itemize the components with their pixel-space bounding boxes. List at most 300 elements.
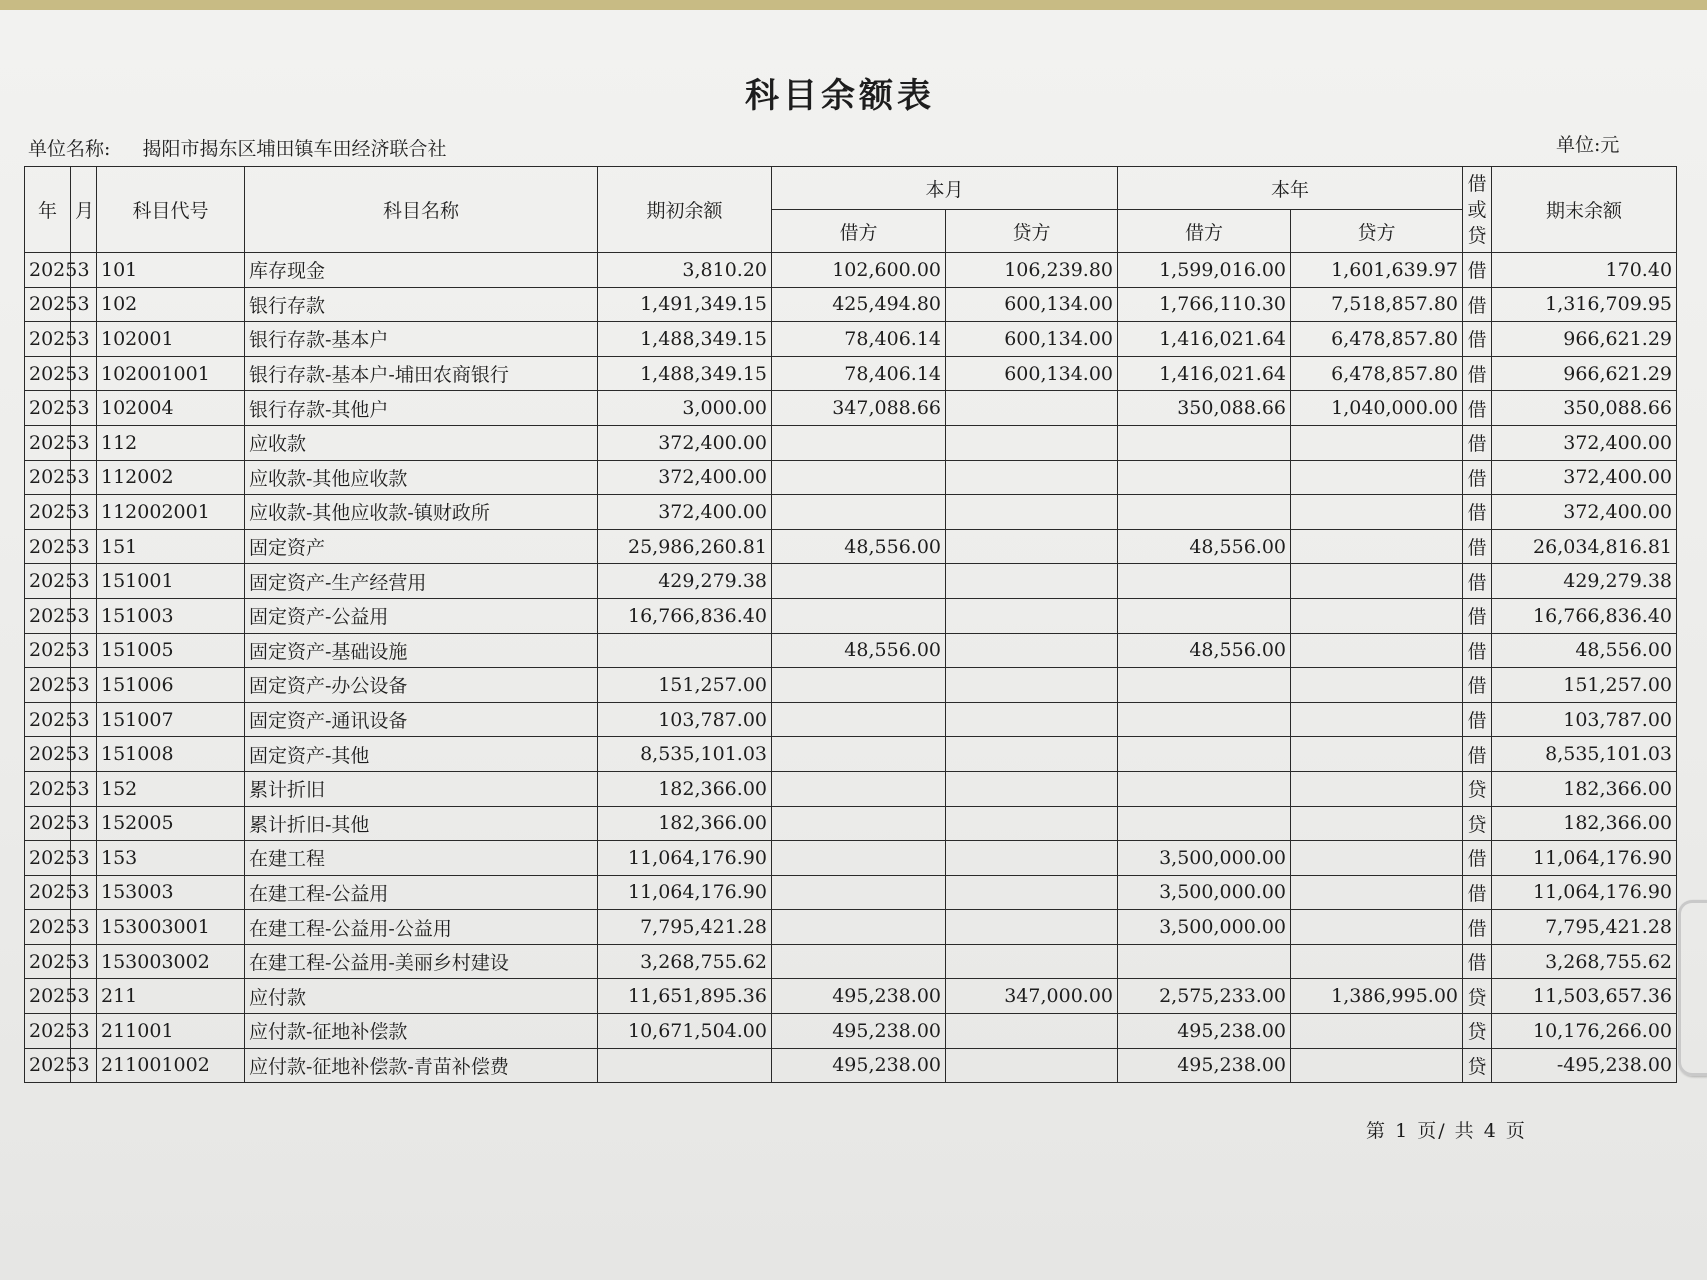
cell-month-credit: 347,000.00 — [946, 979, 1118, 1014]
cell-year: 2025 — [25, 1014, 71, 1049]
table-row — [25, 1014, 1677, 1049]
cell-direction: 贷 — [1463, 806, 1492, 841]
cell-month-credit — [946, 633, 1118, 668]
cell-direction: 借 — [1463, 529, 1492, 564]
cell-code: 102001 — [97, 322, 245, 357]
cell-month-credit: 600,134.00 — [946, 356, 1118, 391]
cell-month: 3 — [71, 598, 97, 633]
cell-year-credit — [1291, 668, 1463, 703]
cell-year: 2025 — [25, 910, 71, 945]
cell-direction: 贷 — [1463, 1014, 1492, 1049]
cell-year: 2025 — [25, 1048, 71, 1083]
cell-closing: 966,621.29 — [1492, 322, 1677, 357]
cell-year-credit: 6,478,857.80 — [1291, 356, 1463, 391]
cell-year: 2025 — [25, 425, 71, 460]
cell-direction: 借 — [1463, 944, 1492, 979]
cell-month-credit — [946, 875, 1118, 910]
cell-year-debit — [1118, 425, 1291, 460]
cell-closing: 11,064,176.90 — [1492, 875, 1677, 910]
cell-year-credit — [1291, 841, 1463, 876]
cell-year: 2025 — [25, 529, 71, 564]
cell-name: 应付款-征地补偿款-青苗补偿费 — [245, 1048, 598, 1083]
header-year-credit: 贷方 — [1291, 210, 1463, 253]
cell-year-debit — [1118, 668, 1291, 703]
desk-edge — [0, 0, 1707, 10]
cell-direction: 借 — [1463, 356, 1492, 391]
cell-closing: 16,766,836.40 — [1492, 598, 1677, 633]
cell-name: 固定资产-公益用 — [245, 598, 598, 633]
cell-month-debit — [772, 875, 946, 910]
cell-closing: 11,503,657.36 — [1492, 979, 1677, 1014]
table-row — [25, 529, 1677, 564]
cell-year-credit — [1291, 737, 1463, 772]
cell-month-credit — [946, 495, 1118, 530]
cell-month-debit: 78,406.14 — [772, 356, 946, 391]
cell-month: 3 — [71, 322, 97, 357]
cell-code: 151007 — [97, 702, 245, 737]
cell-year: 2025 — [25, 979, 71, 1014]
cell-opening: 182,366.00 — [598, 806, 772, 841]
cell-year-debit: 3,500,000.00 — [1118, 910, 1291, 945]
cell-year-debit — [1118, 495, 1291, 530]
cell-direction: 借 — [1463, 391, 1492, 426]
cell-month-debit: 425,494.80 — [772, 287, 946, 322]
cell-direction: 借 — [1463, 322, 1492, 357]
cell-year: 2025 — [25, 633, 71, 668]
cell-year: 2025 — [25, 875, 71, 910]
cell-direction: 借 — [1463, 875, 1492, 910]
cell-year-debit: 1,766,110.30 — [1118, 287, 1291, 322]
cell-name: 应收款 — [245, 425, 598, 460]
header-closing: 期末余额 — [1492, 167, 1677, 253]
cell-year-credit — [1291, 771, 1463, 806]
cell-opening: 3,810.20 — [598, 253, 772, 288]
cell-year: 2025 — [25, 944, 71, 979]
cell-year-credit — [1291, 633, 1463, 668]
cell-name: 在建工程-公益用-美丽乡村建设 — [245, 944, 598, 979]
cell-year: 2025 — [25, 564, 71, 599]
cell-month: 3 — [71, 841, 97, 876]
cell-month-credit — [946, 391, 1118, 426]
cell-closing: 10,176,266.00 — [1492, 1014, 1677, 1049]
cell-opening: 1,488,349.15 — [598, 322, 772, 357]
cell-name: 固定资产-其他 — [245, 737, 598, 772]
cell-month: 3 — [71, 1014, 97, 1049]
cell-year-debit: 495,238.00 — [1118, 1048, 1291, 1083]
cell-month-credit — [946, 1048, 1118, 1083]
cell-opening: 429,279.38 — [598, 564, 772, 599]
cell-opening: 3,268,755.62 — [598, 944, 772, 979]
cell-opening — [598, 633, 772, 668]
cell-direction: 借 — [1463, 841, 1492, 876]
table-row — [25, 737, 1677, 772]
cell-closing: 966,621.29 — [1492, 356, 1677, 391]
cell-year-credit — [1291, 1048, 1463, 1083]
cell-opening: 1,488,349.15 — [598, 356, 772, 391]
cell-month-credit — [946, 771, 1118, 806]
cell-name: 累计折旧 — [245, 771, 598, 806]
cell-year-credit — [1291, 529, 1463, 564]
cell-month-debit — [772, 910, 946, 945]
cell-name: 在建工程-公益用-公益用 — [245, 910, 598, 945]
cell-year-debit: 3,500,000.00 — [1118, 841, 1291, 876]
cell-name: 在建工程-公益用 — [245, 875, 598, 910]
cell-month-credit — [946, 737, 1118, 772]
table-row — [25, 1048, 1677, 1083]
header-this-year: 本年 — [1118, 167, 1463, 210]
cell-code: 153 — [97, 841, 245, 876]
cell-month-debit: 495,238.00 — [772, 1048, 946, 1083]
cell-opening: 8,535,101.03 — [598, 737, 772, 772]
cell-closing: 350,088.66 — [1492, 391, 1677, 426]
cell-month: 3 — [71, 771, 97, 806]
cell-month-credit — [946, 598, 1118, 633]
table-row — [25, 356, 1677, 391]
cell-code: 211001 — [97, 1014, 245, 1049]
cell-month-debit: 495,238.00 — [772, 979, 946, 1014]
page-title: 科目余额表 — [745, 76, 935, 116]
cell-month-debit: 102,600.00 — [772, 253, 946, 288]
cell-year-debit: 48,556.00 — [1118, 633, 1291, 668]
cell-code: 112002001 — [97, 495, 245, 530]
cell-name: 固定资产 — [245, 529, 598, 564]
cell-month: 3 — [71, 702, 97, 737]
cell-month-credit: 600,134.00 — [946, 287, 1118, 322]
cell-year-credit — [1291, 944, 1463, 979]
cell-month-credit — [946, 529, 1118, 564]
cell-month: 3 — [71, 391, 97, 426]
cell-month-credit — [946, 1014, 1118, 1049]
pager-total-prefix: 共 — [1454, 1120, 1476, 1142]
table-row — [25, 702, 1677, 737]
cell-month-credit: 600,134.00 — [946, 322, 1118, 357]
cell-opening: 372,400.00 — [598, 460, 772, 495]
cell-name: 银行存款-基本户 — [245, 322, 598, 357]
cell-closing: 170.40 — [1492, 253, 1677, 288]
cell-code: 151008 — [97, 737, 245, 772]
cell-code: 153003001 — [97, 910, 245, 945]
header-direction-text: 借或贷 — [1467, 172, 1487, 247]
cell-year-debit: 350,088.66 — [1118, 391, 1291, 426]
cell-code: 211 — [97, 979, 245, 1014]
header-direction — [1463, 167, 1492, 253]
cell-year-credit — [1291, 1014, 1463, 1049]
currency-unit: 单位:元 — [1556, 134, 1620, 156]
cell-name: 库存现金 — [245, 253, 598, 288]
cell-year-credit: 1,601,639.97 — [1291, 253, 1463, 288]
cell-month-credit — [946, 944, 1118, 979]
cell-direction: 借 — [1463, 287, 1492, 322]
balance-table — [24, 166, 1677, 1083]
cell-month-debit — [772, 598, 946, 633]
cell-year-debit — [1118, 702, 1291, 737]
cell-month-debit — [772, 495, 946, 530]
paper-clip-icon — [1678, 900, 1707, 1076]
cell-year-credit — [1291, 806, 1463, 841]
cell-month-debit: 347,088.66 — [772, 391, 946, 426]
cell-direction: 借 — [1463, 668, 1492, 703]
cell-direction: 借 — [1463, 737, 1492, 772]
cell-direction: 贷 — [1463, 771, 1492, 806]
table-row — [25, 425, 1677, 460]
cell-month-debit — [772, 806, 946, 841]
table-row — [25, 841, 1677, 876]
cell-name: 应收款-其他应收款-镇财政所 — [245, 495, 598, 530]
cell-opening: 16,766,836.40 — [598, 598, 772, 633]
cell-month: 3 — [71, 979, 97, 1014]
pager-page-no: 1 — [1395, 1120, 1410, 1142]
cell-opening: 151,257.00 — [598, 668, 772, 703]
table-row — [25, 598, 1677, 633]
cell-code: 112 — [97, 425, 245, 460]
cell-code: 151006 — [97, 668, 245, 703]
table-row — [25, 564, 1677, 599]
cell-month: 3 — [71, 564, 97, 599]
cell-month-credit — [946, 668, 1118, 703]
cell-code: 112002 — [97, 460, 245, 495]
cell-month: 3 — [71, 425, 97, 460]
cell-year: 2025 — [25, 841, 71, 876]
cell-code: 211001002 — [97, 1048, 245, 1083]
cell-name: 应付款-征地补偿款 — [245, 1014, 598, 1049]
cell-code: 151001 — [97, 564, 245, 599]
cell-month-debit — [772, 460, 946, 495]
cell-year-credit — [1291, 425, 1463, 460]
cell-closing: 26,034,816.81 — [1492, 529, 1677, 564]
cell-year: 2025 — [25, 771, 71, 806]
table-row — [25, 287, 1677, 322]
cell-direction: 借 — [1463, 702, 1492, 737]
cell-closing: 182,366.00 — [1492, 771, 1677, 806]
cell-opening: 11,064,176.90 — [598, 875, 772, 910]
table-row — [25, 668, 1677, 703]
cell-closing: 7,795,421.28 — [1492, 910, 1677, 945]
cell-closing: 48,556.00 — [1492, 633, 1677, 668]
cell-name: 银行存款-基本户-埔田农商银行 — [245, 356, 598, 391]
cell-year-debit: 2,575,233.00 — [1118, 979, 1291, 1014]
cell-month-credit — [946, 806, 1118, 841]
cell-closing: 182,366.00 — [1492, 806, 1677, 841]
cell-month: 3 — [71, 495, 97, 530]
cell-month: 3 — [71, 1048, 97, 1083]
cell-direction: 借 — [1463, 598, 1492, 633]
cell-year-credit: 1,386,995.00 — [1291, 979, 1463, 1014]
cell-name: 在建工程 — [245, 841, 598, 876]
cell-year: 2025 — [25, 806, 71, 841]
cell-direction: 贷 — [1463, 979, 1492, 1014]
table-body — [25, 253, 1677, 1083]
cell-opening: 103,787.00 — [598, 702, 772, 737]
table-row — [25, 495, 1677, 530]
cell-year: 2025 — [25, 495, 71, 530]
cell-name: 固定资产-基础设施 — [245, 633, 598, 668]
cell-year-debit — [1118, 771, 1291, 806]
cell-name: 应收款-其他应收款 — [245, 460, 598, 495]
cell-closing: 103,787.00 — [1492, 702, 1677, 737]
cell-year-credit — [1291, 564, 1463, 599]
cell-year-debit — [1118, 737, 1291, 772]
cell-year-credit — [1291, 910, 1463, 945]
cell-year-debit — [1118, 806, 1291, 841]
header-opening: 期初余额 — [598, 167, 772, 253]
table-row — [25, 771, 1677, 806]
cell-name: 固定资产-办公设备 — [245, 668, 598, 703]
cell-code: 152005 — [97, 806, 245, 841]
header-code: 科目代号 — [97, 167, 245, 253]
cell-month: 3 — [71, 944, 97, 979]
unit-name: 揭阳市揭东区埔田镇车田经济联合社 — [142, 138, 447, 160]
cell-month-credit — [946, 841, 1118, 876]
cell-opening: 7,795,421.28 — [598, 910, 772, 945]
table-row — [25, 460, 1677, 495]
cell-code: 102 — [97, 287, 245, 322]
cell-direction: 借 — [1463, 910, 1492, 945]
cell-opening — [598, 1048, 772, 1083]
cell-month-debit — [772, 425, 946, 460]
cell-closing: 8,535,101.03 — [1492, 737, 1677, 772]
header-this-month: 本月 — [772, 167, 1118, 210]
header-name: 科目名称 — [245, 167, 598, 253]
table-row — [25, 633, 1677, 668]
cell-opening: 11,064,176.90 — [598, 841, 772, 876]
cell-month: 3 — [71, 875, 97, 910]
cell-opening: 10,671,504.00 — [598, 1014, 772, 1049]
cell-month-debit — [772, 668, 946, 703]
cell-year-credit — [1291, 495, 1463, 530]
cell-year: 2025 — [25, 460, 71, 495]
cell-name: 银行存款-其他户 — [245, 391, 598, 426]
cell-year-debit: 48,556.00 — [1118, 529, 1291, 564]
cell-direction: 借 — [1463, 495, 1492, 530]
cell-year: 2025 — [25, 356, 71, 391]
cell-month: 3 — [71, 460, 97, 495]
cell-closing: 11,064,176.90 — [1492, 841, 1677, 876]
cell-code: 102001001 — [97, 356, 245, 391]
cell-year-credit — [1291, 598, 1463, 633]
cell-direction: 借 — [1463, 633, 1492, 668]
cell-month: 3 — [71, 737, 97, 772]
cell-year: 2025 — [25, 668, 71, 703]
cell-code: 101 — [97, 253, 245, 288]
cell-name: 固定资产-生产经营用 — [245, 564, 598, 599]
cell-month-credit — [946, 425, 1118, 460]
cell-closing: 372,400.00 — [1492, 495, 1677, 530]
cell-month: 3 — [71, 287, 97, 322]
cell-year: 2025 — [25, 702, 71, 737]
cell-month: 3 — [71, 806, 97, 841]
cell-direction: 借 — [1463, 460, 1492, 495]
table-row — [25, 910, 1677, 945]
table-row — [25, 979, 1677, 1014]
table-row — [25, 322, 1677, 357]
cell-code: 151 — [97, 529, 245, 564]
table-row — [25, 391, 1677, 426]
cell-code: 153003002 — [97, 944, 245, 979]
cell-month-debit: 495,238.00 — [772, 1014, 946, 1049]
cell-year-debit: 495,238.00 — [1118, 1014, 1291, 1049]
cell-opening: 372,400.00 — [598, 425, 772, 460]
header-month-credit: 贷方 — [946, 210, 1118, 253]
cell-opening: 3,000.00 — [598, 391, 772, 426]
cell-month: 3 — [71, 633, 97, 668]
cell-month: 3 — [71, 253, 97, 288]
cell-month-credit — [946, 910, 1118, 945]
pager-suffix: 页 — [1505, 1120, 1527, 1142]
cell-year-credit: 6,478,857.80 — [1291, 322, 1463, 357]
cell-closing: -495,238.00 — [1492, 1048, 1677, 1083]
cell-opening: 182,366.00 — [598, 771, 772, 806]
cell-year: 2025 — [25, 737, 71, 772]
table-row — [25, 944, 1677, 979]
cell-name: 银行存款 — [245, 287, 598, 322]
pager-prefix: 第 — [1366, 1120, 1388, 1142]
cell-month: 3 — [71, 668, 97, 703]
cell-code: 153003 — [97, 875, 245, 910]
cell-closing: 372,400.00 — [1492, 460, 1677, 495]
cell-closing: 429,279.38 — [1492, 564, 1677, 599]
table-row — [25, 875, 1677, 910]
unit-label: 单位名称: — [28, 138, 111, 160]
cell-month-debit — [772, 944, 946, 979]
cell-opening: 1,491,349.15 — [598, 287, 772, 322]
cell-year-debit — [1118, 564, 1291, 599]
cell-year-debit: 1,416,021.64 — [1118, 322, 1291, 357]
cell-year-debit: 1,416,021.64 — [1118, 356, 1291, 391]
cell-year-credit: 7,518,857.80 — [1291, 287, 1463, 322]
cell-year-debit — [1118, 460, 1291, 495]
header-month-debit: 借方 — [772, 210, 946, 253]
cell-code: 152 — [97, 771, 245, 806]
cell-closing: 1,316,709.95 — [1492, 287, 1677, 322]
table-row — [25, 253, 1677, 288]
table-row — [25, 806, 1677, 841]
cell-month-debit — [772, 737, 946, 772]
cell-month-credit — [946, 702, 1118, 737]
cell-name: 固定资产-通讯设备 — [245, 702, 598, 737]
cell-month-debit: 48,556.00 — [772, 633, 946, 668]
cell-month-debit — [772, 702, 946, 737]
cell-month-debit — [772, 771, 946, 806]
cell-year-credit — [1291, 875, 1463, 910]
cell-month-credit — [946, 564, 1118, 599]
cell-closing: 372,400.00 — [1492, 425, 1677, 460]
cell-month-credit: 106,239.80 — [946, 253, 1118, 288]
cell-closing: 151,257.00 — [1492, 668, 1677, 703]
cell-year-credit — [1291, 460, 1463, 495]
cell-name: 累计折旧-其他 — [245, 806, 598, 841]
cell-year: 2025 — [25, 322, 71, 357]
cell-year-debit — [1118, 944, 1291, 979]
cell-direction: 借 — [1463, 425, 1492, 460]
cell-direction: 贷 — [1463, 1048, 1492, 1083]
cell-year-debit: 1,599,016.00 — [1118, 253, 1291, 288]
cell-year-debit: 3,500,000.00 — [1118, 875, 1291, 910]
header-year: 年 — [25, 167, 71, 253]
cell-year-credit: 1,040,000.00 — [1291, 391, 1463, 426]
cell-opening: 11,651,895.36 — [598, 979, 772, 1014]
pager-mid: 页/ — [1417, 1120, 1447, 1142]
cell-code: 102004 — [97, 391, 245, 426]
cell-month-debit — [772, 564, 946, 599]
cell-year-debit — [1118, 598, 1291, 633]
cell-year-credit — [1291, 702, 1463, 737]
header-year-debit: 借方 — [1118, 210, 1291, 253]
cell-closing: 3,268,755.62 — [1492, 944, 1677, 979]
cell-month-debit: 78,406.14 — [772, 322, 946, 357]
cell-direction: 借 — [1463, 253, 1492, 288]
page-indicator — [1366, 1116, 1527, 1143]
cell-opening: 25,986,260.81 — [598, 529, 772, 564]
